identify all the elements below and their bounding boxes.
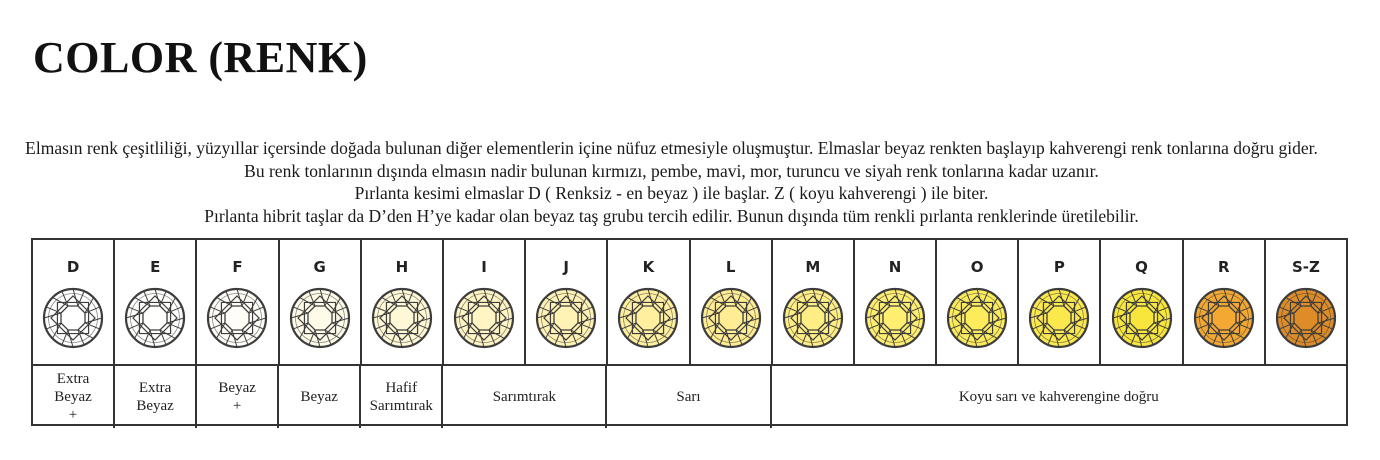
intro-paragraph: Pırlanta kesimi elmaslar D ( Renksiz - en beyaz ) ile başlar. Z ( koyu kahverengi ) ile biter. [354,183,989,203]
diamond-icon [41,286,105,350]
diamond-icon [452,286,516,350]
grade-cell-n [855,240,937,364]
grade-letter: R [1217,258,1230,276]
grade-cell-r [1184,240,1266,364]
intro-text [20,137,1323,227]
diamond-icon [123,286,187,350]
group-label: Hafif Sarımtırak [361,366,443,428]
grade-cell-s-z [1266,240,1346,364]
group-label: Sarı [607,366,771,428]
page-title: COLOR (RENK) [33,33,368,82]
grade-letter: D [66,258,80,276]
grade-cell-h [362,240,444,364]
diamond-icon [1274,286,1338,350]
grade-cell-q [1101,240,1183,364]
group-label: Koyu sarı ve kahverengine doğru [958,389,1159,405]
grade-letter: M [805,258,821,276]
diamond-icon [781,286,845,350]
grade-cell-f [197,240,279,364]
grade-letter: L [725,258,736,276]
diamond-icon [534,286,598,350]
grade-cell-k [608,240,690,364]
grade-cell-g [280,240,362,364]
diamond-icon [1192,286,1256,350]
grade-letter: O [970,258,984,276]
grade-letter: P [1053,258,1065,276]
diamond-icon [1110,286,1174,350]
intro-paragraph: Pırlanta hibrit taşlar da D’den H’ye kadar olan beyaz taş grubu tercih edilir. Bunun dışında tüm renkli pırlanta renklerinde üretilebilir. [204,205,1139,226]
group-label: Beyaz + [197,366,279,428]
diamond-icon [863,286,927,350]
grade-letter: F [232,258,243,276]
group-label: Beyaz [279,366,361,428]
grade-letter: J [563,258,570,276]
group-row [33,366,1346,428]
color-grade-chart [31,238,1348,426]
grade-cell-e [115,240,197,364]
group-label: Extra Beyaz + [33,366,115,428]
grade-letter: S-Z [1291,258,1320,276]
grade-cell-l [691,240,773,364]
diamond-icon [1027,286,1091,350]
group-label: Extra Beyaz [115,366,197,428]
grade-cell-m [773,240,855,364]
intro-paragraph: Elmasın renk çeşitliliği, yüzyıllar içersinde doğada bulunan diğer elementlerin içine nüfuz etmesiyle oluşmuştur. Elmaslar beyaz renkten başlayıp kahverengi renk tonlarına doğru gider. Bu renk tonlarının dışında elmasın nadir bulunan kırmızı, pembe, mavi, mor, turuncu ve siyah renk tonlarına kadar uzanır. [25,138,1318,181]
diamond-icon [699,286,763,350]
grade-letter: H [395,258,409,276]
grade-cell-o [937,240,1019,364]
grade-cell-d [33,240,115,364]
grade-letter: Q [1135,258,1148,276]
grade-cell-i [444,240,526,364]
grade-letter: E [150,258,161,276]
grade-letter: I [481,258,487,276]
diamond-icon [616,286,680,350]
diamond-icon [370,286,434,350]
diamond-icon [205,286,269,350]
grade-letter: K [642,258,655,276]
grade-cell-p [1019,240,1101,364]
grade-letter: N [888,258,902,276]
diamond-icon [288,286,352,350]
diamond-icon [945,286,1009,350]
grade-letter: G [313,258,326,276]
group-label: Sarımtırak [443,366,607,428]
grade-cell-j [526,240,608,364]
grade-row [33,240,1346,366]
